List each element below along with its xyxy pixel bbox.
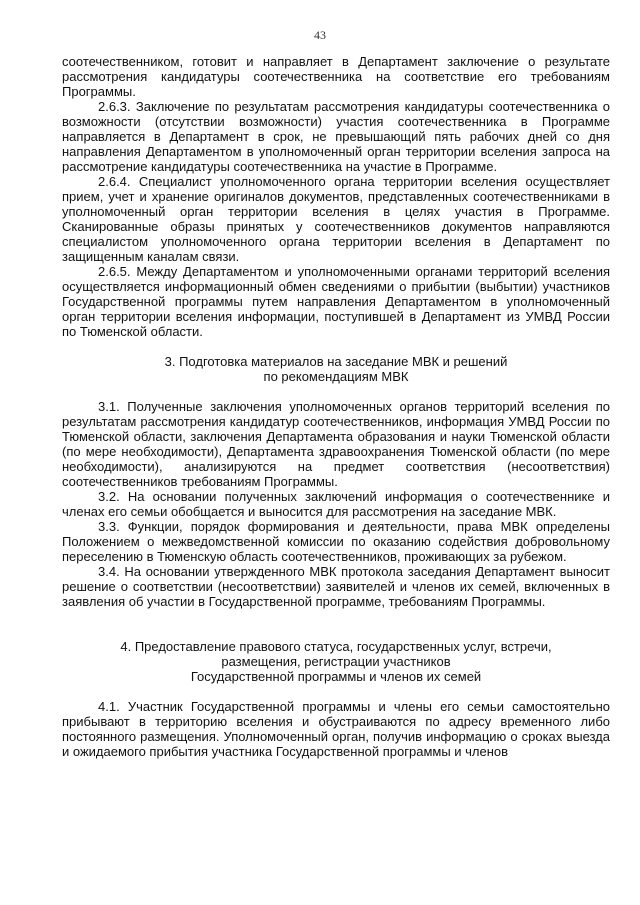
section-3-heading-line-1: 3. Подготовка материалов на заседание МВК и решений xyxy=(164,354,508,369)
section-4-heading xyxy=(62,639,610,684)
paragraph-2-6-4: 2.6.4. Специалист уполномоченного органа территории вселения осуществляет прием, учет и хранение оригиналов документов, представленных соотечественниками в уполномоченный орган территории вселения в целях участия в Программе. Сканированные образы принятых у соотечественников документов направляются специалистом уполномоченного органа территории вселения в Департамент по защищенным каналам связи. xyxy=(62,174,610,264)
section-4-heading-line-3: Государственной программы и членов их семей xyxy=(190,669,482,684)
document-body xyxy=(62,54,610,759)
paragraph-3-3: 3.3. Функции, порядок формирования и деятельности, права МВК определены Положением о межведомственной комиссии по оказанию содействия добровольному переселению в Тюменскую область соотечественников, проживающих за рубежом. xyxy=(62,519,610,564)
paragraph-4-1: 4.1. Участник Государственной программы и члены его семьи самостоятельно прибывают в территорию вселения и обустраиваются по адресу временного либо постоянного размещения. Уполномоченный орган, получив информацию о сроках выезда и ожидаемого прибытия участника Государственной программы и членов xyxy=(62,699,610,759)
paragraph-3-1: 3.1. Полученные заключения уполномоченных органов территорий вселения по результатам рассмотрения кандидатур соотечественников, информация УМВД России по Тюменской области, заключения Департамента образования и науки Тюменской области (по мере необходимости), Департамента здравоохранения Тюменской области (по мере необходимости), анализируются на предмет соответствия (несоответствия) соотечественников требованиям Программы. xyxy=(62,399,610,489)
section-4-heading-line-1: 4. Предоставление правового статуса, государственных услуг, встречи, xyxy=(120,639,552,654)
page-number: 43 xyxy=(314,28,326,42)
paragraph-2-6-3: 2.6.3. Заключение по результатам рассмотрения кандидатуры соотечественника о возможности (отсутствии возможности) участия соотечественника в Программе направляется в Департамент в срок, не превышающий пять рабочих дней со дня направления Департаментом в уполномоченный орган территории вселения запроса на рассмотрение кандидатуры соотечественника на участие в Программе. xyxy=(62,99,610,174)
paragraph-3-4: 3.4. На основании утвержденного МВК протокола заседания Департамент выносит решение о соответствии (несоответствии) заявителей и членов их семей, включенных в заявления об участии в Государственной программе, требованиям Программы. xyxy=(62,564,610,609)
section-4-heading-line-2: размещения, регистрации участников xyxy=(221,654,451,669)
paragraph-3-2: 3.2. На основании полученных заключений информация о соотечественнике и членах его семьи обобщается и выносится для рассмотрения на заседание МВК. xyxy=(62,489,610,519)
section-3-heading-line-2: по рекомендациям МВК xyxy=(263,369,409,384)
paragraph-2-6-5: 2.6.5. Между Департаментом и уполномоченными органами территорий вселения осуществляется информационный обмен сведениями о прибытии (выбытии) участников Государственной программы путем направления Департаментом в уполномоченный орган территории вселения информации, поступившей в Департамент из УМВД России по Тюменской области. xyxy=(62,264,610,339)
paragraph-continuation: соотечественником, готовит и направляет в Департамент заключение о результате рассмотрения кандидатуры соотечественника на соответствие его требованиям Программы. xyxy=(62,54,610,99)
section-3-heading xyxy=(62,354,610,384)
